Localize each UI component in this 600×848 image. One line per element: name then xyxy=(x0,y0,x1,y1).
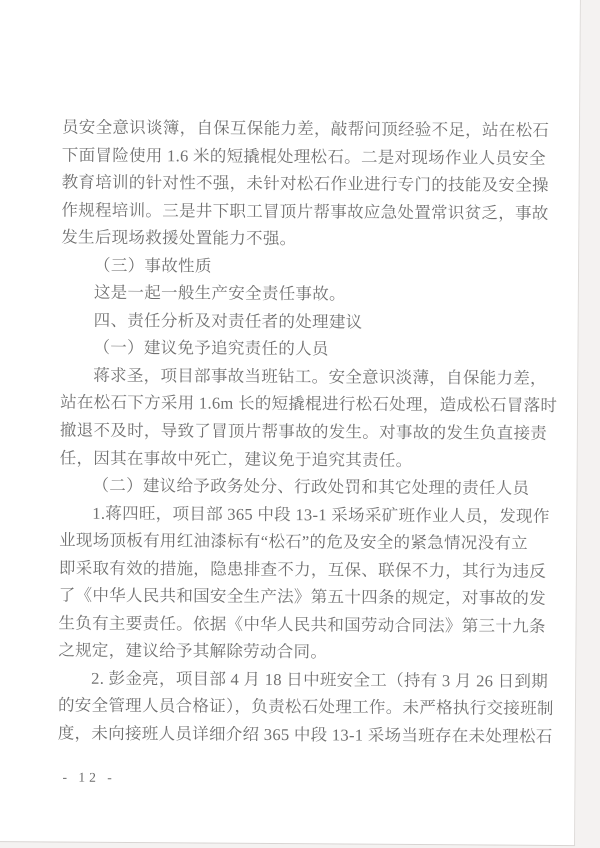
paragraph-responsible-person-2: 2. 彭金亮，项目部 4 月 18 日中班安全工（持有 3 月 26 日到期 的安全管理人员合格证），负责松石处理工作。未严格执行交接班制 度，未向接班人员详细介绍 365 中段 13-1 采场当班存在未处理松石 xyxy=(57,668,554,746)
heading-responsibility-analysis: 四、责任分析及对责任者的处理建议 xyxy=(93,310,363,332)
paragraph-accident-nature: 这是一起一般生产安全责任事故。 xyxy=(93,283,346,304)
heading-accident-nature: （三）事故性质 xyxy=(93,255,212,276)
document-body xyxy=(58,113,564,750)
heading-exempt-persons: （一）建议免予追究责任的人员 xyxy=(93,338,329,359)
paragraph-direct-cause-continuation: 员安全意识谈簿，自保互保能力差，敲帮问顶经验不足，站在松石 下面冒险使用 1.6 米的短撬棍处理松石。二是对现场作业人员安全 教育培训的针对性不强，未针对松石作业进行专门的技能及安全操 作规程培训。三是井下职工冒顶片帮事故应急处置常识贫乏，事故 发生后现场救援处置能力不强。 xyxy=(61,117,550,249)
page-number: - 12 - xyxy=(62,769,116,785)
heading-sanctioned-persons: （二）建议给予政务处分、行政处罚和其它处理的责任人员 xyxy=(92,475,530,498)
paragraph-responsible-person-1: 1.蒋四旺，项目部 365 中段 13-1 采场采矿班作业人员，发现作 业现场顶板有用红油漆标有“松石”的危及安全的紧急情况没有立 即采取有效的措施，隐患排查不力，互保、联保不力，其行为违反 了《中华人民共和国安全生产法》第五十四条的规定，对事故的发 生负有主要责任。依据《中华人民共和国劳动合同法》第三十九条 之规定，建议给予其解除劳动合同。 xyxy=(58,503,550,662)
paragraph-exempt-person-detail: 蒋求圣，项目部事故当班钻工。安全意识淡薄，自保能力差， 站在松石下方采用 1.6m 长的短撬棍进行松石处理，造成松石冒落时 撤退不及时，导致了冒顶片帮事故的发生。对事故的发生负直接责 任，因其在事故中死亡，建议免于追究其责任。 xyxy=(59,365,558,470)
